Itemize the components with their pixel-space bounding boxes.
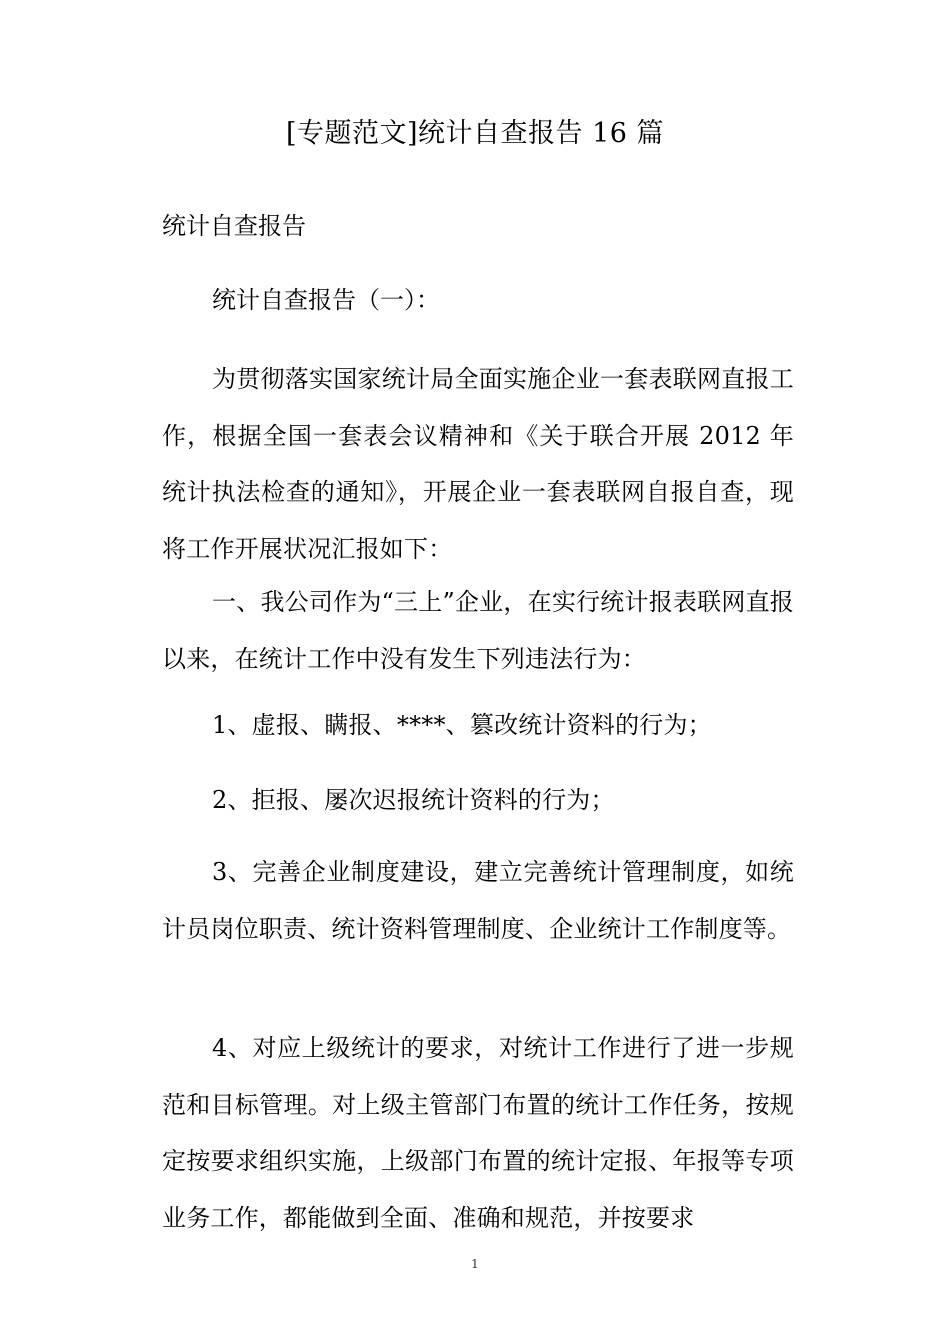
paragraph-intro: 为贯彻落实国家统计局全面实施企业一套表联网直报工作，根据全国一套表会议精神和《关于联合开展 2012 年统计执法检查的通知》，开展企业一套表联网自报自查，现将工作开展状况汇报如下：	[162, 365, 794, 563]
subsection-heading: 统计自查报告（一）：	[212, 286, 440, 314]
paragraph-item-4: 4、对应上级统计的要求，对统计工作进行了进一步规范和目标管理。对上级主管部门布置的统计工作任务，按规定按要求组织实施，上级部门布置的统计定报、年报等专项业务工作，都能做到全面、准确和规范，并按要求	[162, 1034, 794, 1232]
document-title: [专题范文]统计自查报告 16 篇	[285, 118, 665, 149]
section-heading: 统计自查报告	[162, 212, 306, 240]
paragraph-item-2: 2、拒报、屡次迟报统计资料的行为；	[212, 786, 615, 814]
paragraph-item-3: 3、完善企业制度建设，建立完善统计管理制度，如统计员岗位职责、统计资料管理制度、企业统计工作制度等。	[162, 858, 794, 943]
page-number: 1	[471, 1257, 479, 1271]
paragraph-section-one: 一、我公司作为“三上”企业，在实行统计报表联网直报以来，在统计工作中没有发生下列违法行为：	[162, 588, 794, 673]
paragraph-item-1: 1、虚报、瞒报、****、篡改统计资料的行为；	[212, 711, 712, 739]
